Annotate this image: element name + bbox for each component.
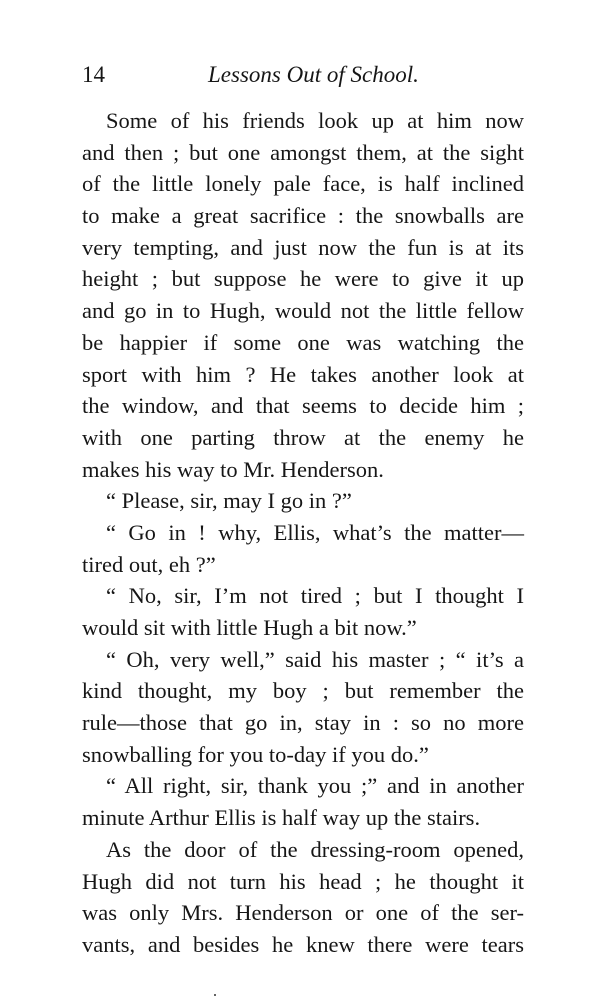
text-line: “ No, sir, I’m not tired ; but I thought I <box>106 583 524 609</box>
body-text <box>82 105 524 961</box>
text-line: of the little lonely pale face, is half inclined <box>82 171 524 197</box>
text-line: vants, and besides he knew there were tears <box>82 931 524 957</box>
running-title: Lessons Out of School. <box>208 62 419 87</box>
text-line: “ All right, sir, thank you ;” and in another <box>106 773 524 799</box>
text-line: very tempting, and just now the fun is at its <box>82 234 524 260</box>
text-line: sport with him ? He takes another look at <box>82 361 524 387</box>
text-line: be happier if some one was watching the <box>82 329 524 355</box>
text-line: “ Please, sir, may I go in ?” <box>106 488 352 514</box>
text-line: the window, and that seems to decide him ; <box>82 393 524 419</box>
text-line: Some of his friends look up at him now <box>106 108 524 133</box>
text-line: kind thought, my boy ; but remember the <box>82 678 524 704</box>
text-line: was only Mrs. Henderson or one of the ser- <box>82 900 524 926</box>
text-line: As the door of the dressing-room opened, <box>106 836 524 862</box>
text-line: would sit with little Hugh a bit now.” <box>82 615 417 640</box>
print-speck <box>214 994 216 996</box>
text-line: “ Oh, very well,” said his master ; “ it’s a <box>106 646 524 672</box>
text-line: tired out, eh ?” <box>82 551 216 577</box>
text-line: height ; but suppose he were to give it up <box>82 266 524 292</box>
text-line: rule—those that go in, stay in : so no more <box>82 710 524 736</box>
text-line: snowballing for you to-day if you do.” <box>82 741 429 767</box>
text-line: and then ; but one amongst them, at the sight <box>82 139 524 165</box>
text-line: with one parting throw at the enemy he <box>82 424 524 450</box>
text-line: and go in to Hugh, would not the little fellow <box>82 298 524 324</box>
text-line: “ Go in ! why, Ellis, what’s the matter— <box>106 519 524 545</box>
text-line: to make a great sacrifice : the snowballs are <box>82 203 524 229</box>
page-header <box>82 62 524 92</box>
page-number: 14 <box>82 62 105 87</box>
text-line: Hugh did not turn his head ; he thought it <box>82 868 524 894</box>
text-line: makes his way to Mr. Henderson. <box>82 456 384 482</box>
text-line: minute Arthur Ellis is half way up the stairs. <box>82 805 481 831</box>
